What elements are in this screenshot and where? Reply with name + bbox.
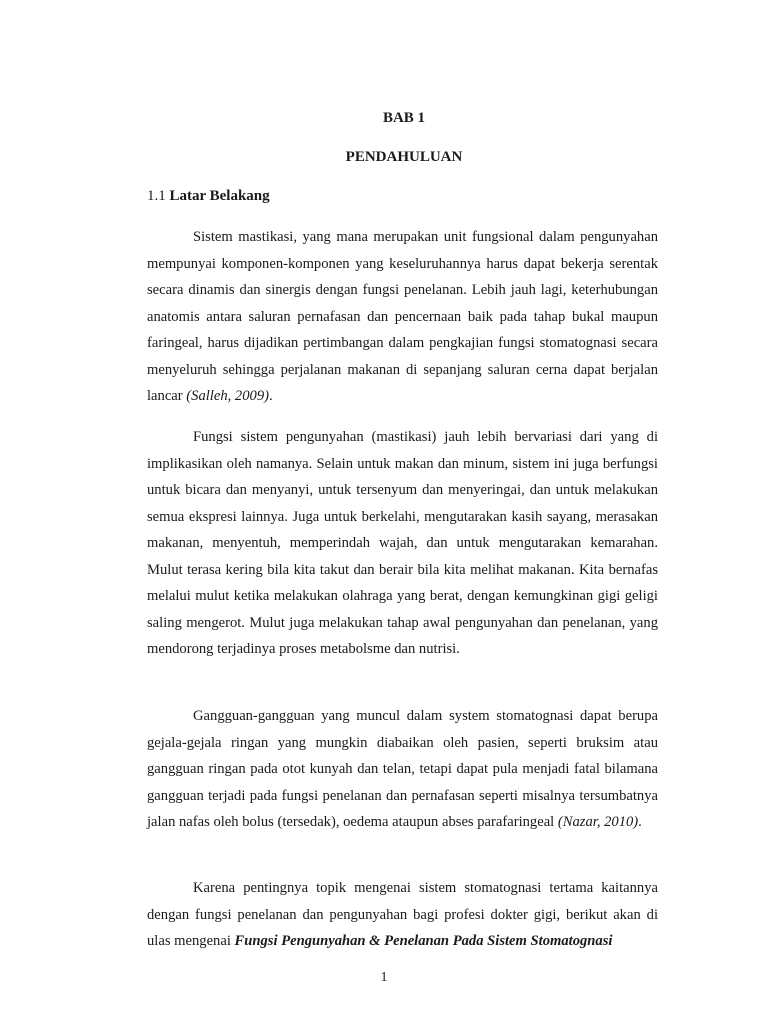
chapter-title: PENDAHULUAN <box>345 149 463 165</box>
section-heading <box>147 188 270 205</box>
paragraph-4-text: Karena pentingnya topik mengenai sistem stomatognasi tertama kaitannya dengan fungsi penelanan dan pengunyahan bagi profesi dokter gigi, berikut akan di ulas mengenai <box>147 880 658 949</box>
paragraph-1-citation: (Salleh, 2009) <box>186 388 269 404</box>
paragraph-1-text: Sistem mastikasi, yang mana merupakan unit fungsional dalam pengunyahan mempunyai komponen-komponen yang keseluruhannya harus dapat bekerja serentak secara dinamis dan sinergis dengan fungsi penelanan. Lebih jauh lagi, keterhubungan anatomis antara saluran pernafasan dan pencernaan baik pada tahap bukal maupun faringeal, harus dijadikan pertimbangan dalam pengkajian fungsi stomatognasi secara menyeluruh sehingga perjalanan makanan di sepanjang saluran cerna dapat berjalan lancar <box>147 229 658 404</box>
section-number: 1.1 <box>147 188 166 204</box>
paragraph-3-citation: (Nazar, 2010) <box>557 814 639 830</box>
paragraph-3 <box>147 703 658 836</box>
paragraph-2 <box>147 424 658 663</box>
paragraph-3-text: Gangguan-gangguan yang muncul dalam system stomatognasi dapat berupa gejala-gejala ringan yang mungkin diabaikan oleh pasien, seperti bruksim atau gangguan ringan pada otot kunyah dan telan, tetapi dapat pula menjadi fatal bilamana gangguan terjadi pada fungsi penelanan dan pernafasan seperti misalnya tersumbatnya jalan nafas oleh bolus (tersedak), oedema ataupun abses parafaringeal <box>147 708 658 830</box>
paragraph-1-end: . <box>268 388 273 404</box>
paragraph-4 <box>147 875 658 955</box>
section-title: Latar Belakang <box>169 188 270 204</box>
paragraph-2-text: Fungsi sistem pengunyahan (mastikasi) jauh lebih bervariasi dari yang di implikasikan oleh namanya. Selain untuk makan dan minum, sistem ini juga berfungsi untuk bicara dan menyanyi, untuk tersenyum dan menyeringai, dan untuk melakukan semua ekspresi lainnya. Juga untuk berkelahi, mengutarakan kasih sayang, merasakan makanan, menyentuh, memperindah wajah, dan untuk mengutarakan kemarahan. Mulut terasa kering bila kita takut dan berair bila kita melihat makanan. Kita bernafas melalui mulut ketika melakukan olahraga yang berat, dengan kemungkinan gigi geligi saling mengerot. Mulut juga melakukan tahap awal pengunyahan dan penelanan, yang mendorong terjadinya proses metabolsme dan nutrisi. <box>147 429 658 657</box>
chapter-heading: BAB 1 <box>382 110 426 126</box>
paragraph-3-end: . <box>638 814 642 830</box>
page-number: 1 <box>380 970 388 985</box>
paragraph-1 <box>147 224 658 410</box>
paragraph-4-emphasis: Fungsi Pengunyahan & Penelanan Pada Sistem Stomatognasi <box>234 933 613 949</box>
